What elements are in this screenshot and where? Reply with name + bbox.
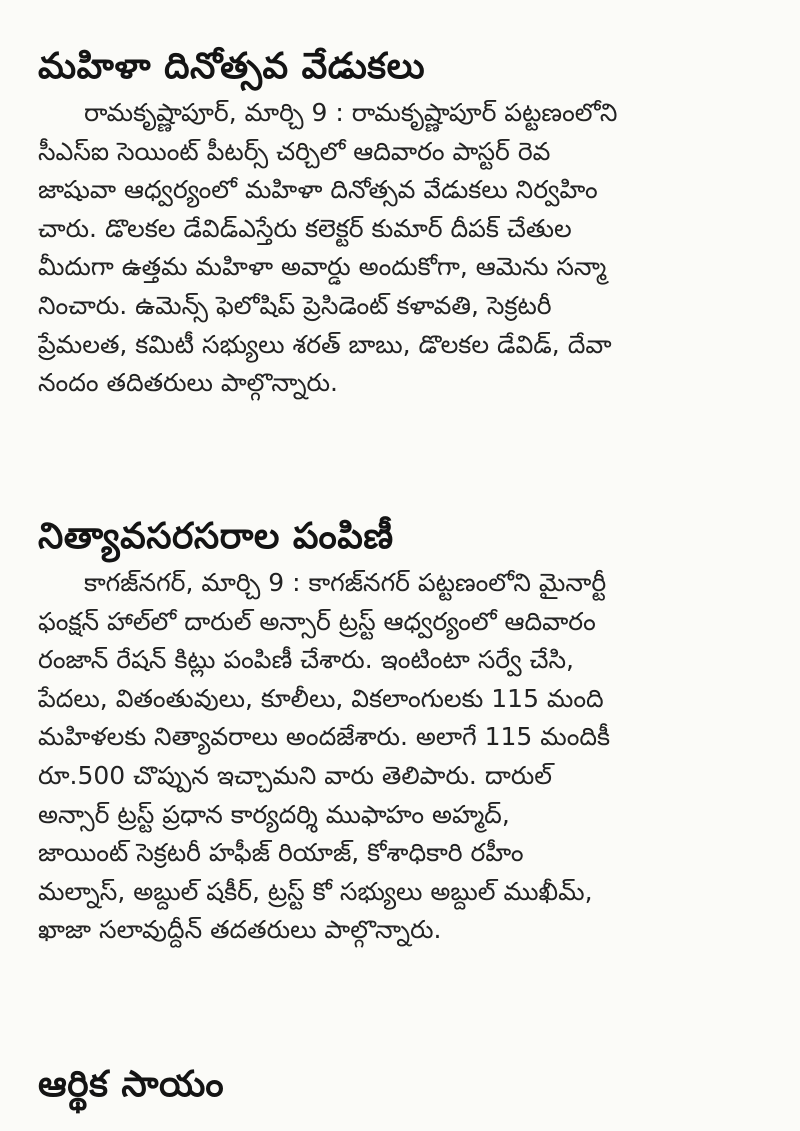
body-line: చారు. డొలకల డేవిడ్ఎస్తేరు కలెక్టర్ కుమార్ దీపక్ చేతుల: [38, 213, 572, 243]
body-line: రూ.500 చొప్పున ఇచ్చామని వారు తెలిపారు. దారుల్: [38, 760, 553, 790]
body-line: మహిళలకు నిత్యావరాలు అందజేశారు. అలాగే 115 మందికీ: [38, 722, 611, 752]
body-line: మీదుగా ఉత్తమ మహిళా అవార్డు అందుకోగా, ఆమెను సన్మా: [38, 252, 607, 282]
body-line: రంజాన్ రేషన్ కిట్లు పంపిణీ చేశారు. ఇంటింటా సర్వే చేసి,: [38, 645, 574, 675]
body-line: నందం తదితరులు పాల్గొన్నారు.: [38, 368, 338, 398]
body-line: కాగజ్‌నగర్, మార్చి 9 : కాగజ్‌నగర్ పట్టణంలోని మైనార్టీ: [84, 568, 607, 597]
headline: నిత్యావసరసరాల పంపిణీ: [38, 516, 394, 557]
article-financial-aid: [38, 1058, 760, 1112]
body-line: రామకృష్ణాపూర్, మార్చి 9 : రామకృష్ణాపూర్ పట్టణంలోని: [84, 98, 618, 127]
body-line: జాషువా ఆధ్వర్యంలో మహిళా దినోత్సవ వేడుకలు నిర్వహిం: [38, 175, 598, 205]
headline: మహిళా దినోత్సవ వేడుకలు: [38, 46, 426, 87]
body-line: మల్నాస్, అబ్దుల్ షకీర్, ట్రస్ట్ కో సభ్యులు అబ్దుల్ ముఖీమ్,: [38, 876, 593, 906]
body-line: అన్సార్ ట్రస్ట్ ప్రధాన కార్యదర్శి ముఫాహం అహ్మద్,: [38, 799, 510, 829]
body-line: ఖాజా సలావుద్దీన్ తదతరులు పాల్గొన్నారు.: [38, 915, 442, 945]
body-line: నించారు. ఉమెన్స్ ఫెలోషిప్ ప్రెసిడెంట్ కళావతి, సెక్రటరీ: [38, 290, 552, 320]
body-line: ప్రేమలత, కమిటీ సభ్యులు శరత్ బాబు, డొలకల డేవిడ్, దేవా: [38, 329, 612, 359]
body-line: పేదలు, వితంతువులు, కూలీలు, వికలాంగులకు 115 మంది: [38, 683, 604, 713]
body-line: సీఎస్ఐ సెయింట్ పీటర్స్ చర్చిలో ఆదివారం పాస్టర్ రెవ: [38, 136, 551, 166]
article-ration-distribution: [38, 510, 760, 950]
body-line: ఫంక్షన్ హాల్‌లో దారుల్ అన్సార్ ట్రస్ట్ ఆధ్వర్యంలో ఆదివారం: [38, 606, 596, 636]
body-line: జాయింట్ సెక్రటరీ హఫీజ్ రియాజ్, కోశాధికారి రహీం: [38, 838, 524, 868]
headline: ఆర్థిక సాయం: [38, 1064, 225, 1105]
article-womens-day: [38, 40, 760, 403]
